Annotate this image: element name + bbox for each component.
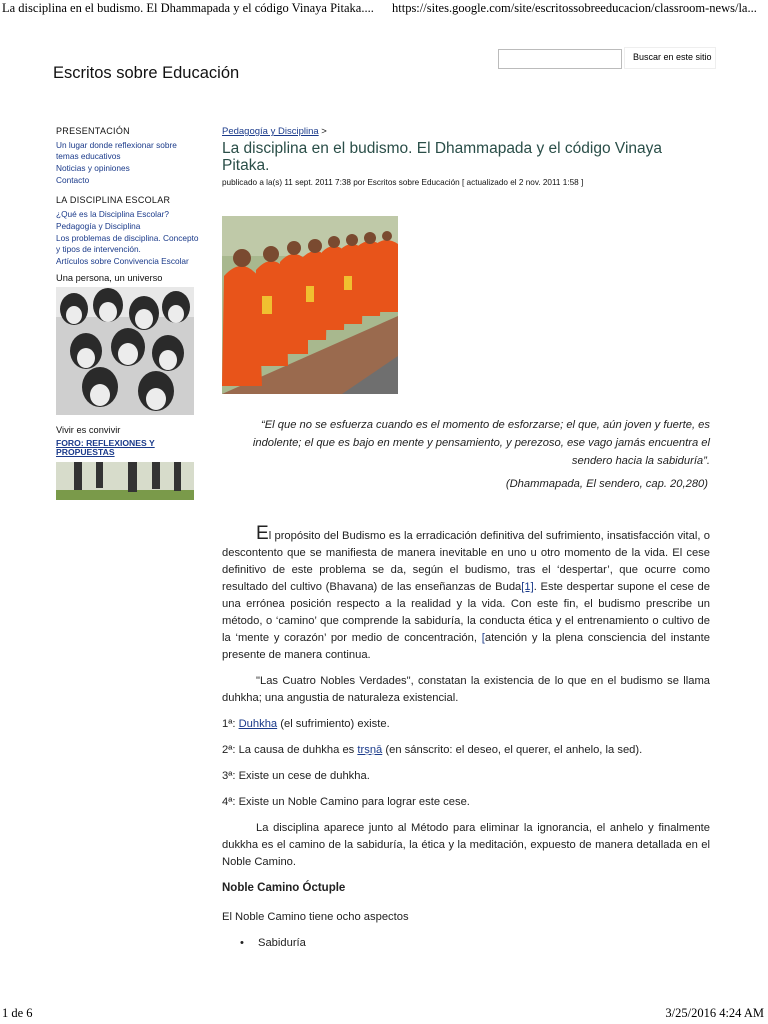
quote: “El que no se esfuerza cuando es el momento de esforzarse; el que, aún joven y fuerte, es indolente; el que es bajo en mente y pensamiento, y perezoso, ese vago jamás encuentra el sendero hacia la sabiduría”. bbox=[252, 419, 710, 467]
crowd-photo bbox=[56, 287, 194, 415]
breadcrumb-link[interactable]: Pedagogía y Disciplina bbox=[222, 126, 319, 137]
print-datetime: 3/25/2016 4:24 AM bbox=[665, 1006, 764, 1020]
paragraph: "Las Cuatro Nobles Verdades", constatan la existencia de lo que en el budismo se llama duhkha; una angustia de naturaleza existencial. bbox=[222, 675, 710, 704]
sidebar-link[interactable]: Noticias y opiniones bbox=[56, 163, 130, 173]
list-item: • Sabiduría bbox=[240, 935, 710, 952]
truth-1: 1ª: Duhkha (el sufrimiento) existe. bbox=[222, 718, 390, 730]
foro-link[interactable]: FORO: REFLEXIONES Y PROPUESTAS bbox=[56, 438, 155, 457]
people-walking-photo[interactable] bbox=[56, 462, 194, 500]
post-meta: publicado a la(s) 11 sept. 2011 7:38 por Escritos sobre Educación [ actualizado el 2 nov. 2011 1:58 ] bbox=[222, 178, 584, 187]
quote-source: (Dhammapada, El sendero, cap. 20,280) bbox=[505, 478, 708, 490]
sidebar-heading-presentacion: PRESENTACIÓN bbox=[56, 126, 130, 136]
monks-photo bbox=[222, 216, 398, 394]
print-page-url: https://sites.google.com/site/escritossobreeducacion/classroom-news/la... bbox=[392, 1, 757, 15]
post-body bbox=[222, 523, 710, 952]
sidebar-heading-disciplina: LA DISCIPLINA ESCOLAR bbox=[56, 195, 171, 205]
search-input[interactable] bbox=[498, 49, 622, 69]
sidebar-link[interactable]: ¿Qué es la Disciplina Escolar? bbox=[56, 209, 169, 219]
print-page-number: 1 de 6 bbox=[2, 1006, 33, 1020]
sidebar-link[interactable]: Un lugar donde reflexionar sobre temas educativos bbox=[56, 140, 177, 161]
duhkha-link[interactable]: Duhkha bbox=[238, 718, 278, 730]
gadget-title-persona: Una persona, un universo bbox=[56, 273, 163, 283]
paragraph: El Noble Camino tiene ocho aspectos bbox=[222, 911, 409, 923]
section-heading: Noble Camino Óctuple bbox=[222, 882, 346, 894]
sidebar-link[interactable]: Contacto bbox=[56, 175, 90, 185]
print-page-title: La disciplina en el budismo. El Dhammapada y el código Vinaya Pitaka.... bbox=[2, 1, 374, 15]
print-header bbox=[0, 0, 768, 18]
truth-3: 3ª: Existe un cese de duhkha. bbox=[222, 770, 370, 782]
paragraph: El propósito del Budismo es la erradicación definitiva del sufrimiento, insatisfacción vital, o descontento que se manifiesta de manera inevitable en uno u otro momento de la vida. El cese definitivo de este problema se da, según el budismo, tras el ‘despertar’, que ocurre como resultado del cultivo (Bhavana) de las enseñanzas de Buda[1]. Este despertar supone el cese de una errónea posición respecto a la realidad y la vida. Con este fin, el budismo prescribe un método, o ‘camino’ que comprende la sabiduría, la conducta ética y el entrenamiento o cultivo de la ‘mente y corazón’ por medio de concentración, [atención y la plena consciencia del instante presente de manera continua. bbox=[222, 523, 710, 661]
search-button[interactable]: Buscar en este sitio bbox=[624, 47, 716, 69]
sidebar-link[interactable]: Los problemas de disciplina. Concepto y tipos de intervención. bbox=[56, 233, 199, 254]
sidebar bbox=[56, 126, 201, 500]
post-title: La disciplina en el budismo. El Dhammapada y el código Vinaya Pitaka. bbox=[222, 140, 663, 174]
truth-4: 4ª: Existe un Noble Camino para lograr este cese. bbox=[222, 796, 470, 808]
breadcrumb: Pedagogía y Disciplina > bbox=[222, 126, 327, 137]
truth-2: 2ª: La causa de duhkha es trṣṇā (en sánscrito: el deseo, el querer, el anhelo, la sed). bbox=[222, 744, 643, 756]
sidebar-link[interactable]: Artículos sobre Convivencia Escolar bbox=[56, 256, 189, 266]
trsna-link[interactable]: trṣṇā bbox=[357, 744, 383, 756]
sidebar-link[interactable]: Pedagogía y Disciplina bbox=[56, 221, 141, 231]
gadget-title-convivir: Vivir es convivir bbox=[56, 425, 121, 435]
paragraph: La disciplina aparece junto al Método para eliminar la ignorancia, el anhelo y finalmente dukkha es el camino de la sabiduría, la ética y la meditación, expuesto de manera detallada en el Noble Camino. bbox=[222, 822, 710, 868]
site-title[interactable]: Escritos sobre Educación bbox=[53, 64, 240, 82]
post-header bbox=[222, 126, 710, 187]
print-footer bbox=[0, 1004, 768, 1024]
footnote-link-2[interactable]: [ bbox=[481, 632, 485, 644]
drop-cap: E bbox=[256, 523, 269, 544]
footnote-link[interactable]: [1] bbox=[521, 581, 534, 593]
